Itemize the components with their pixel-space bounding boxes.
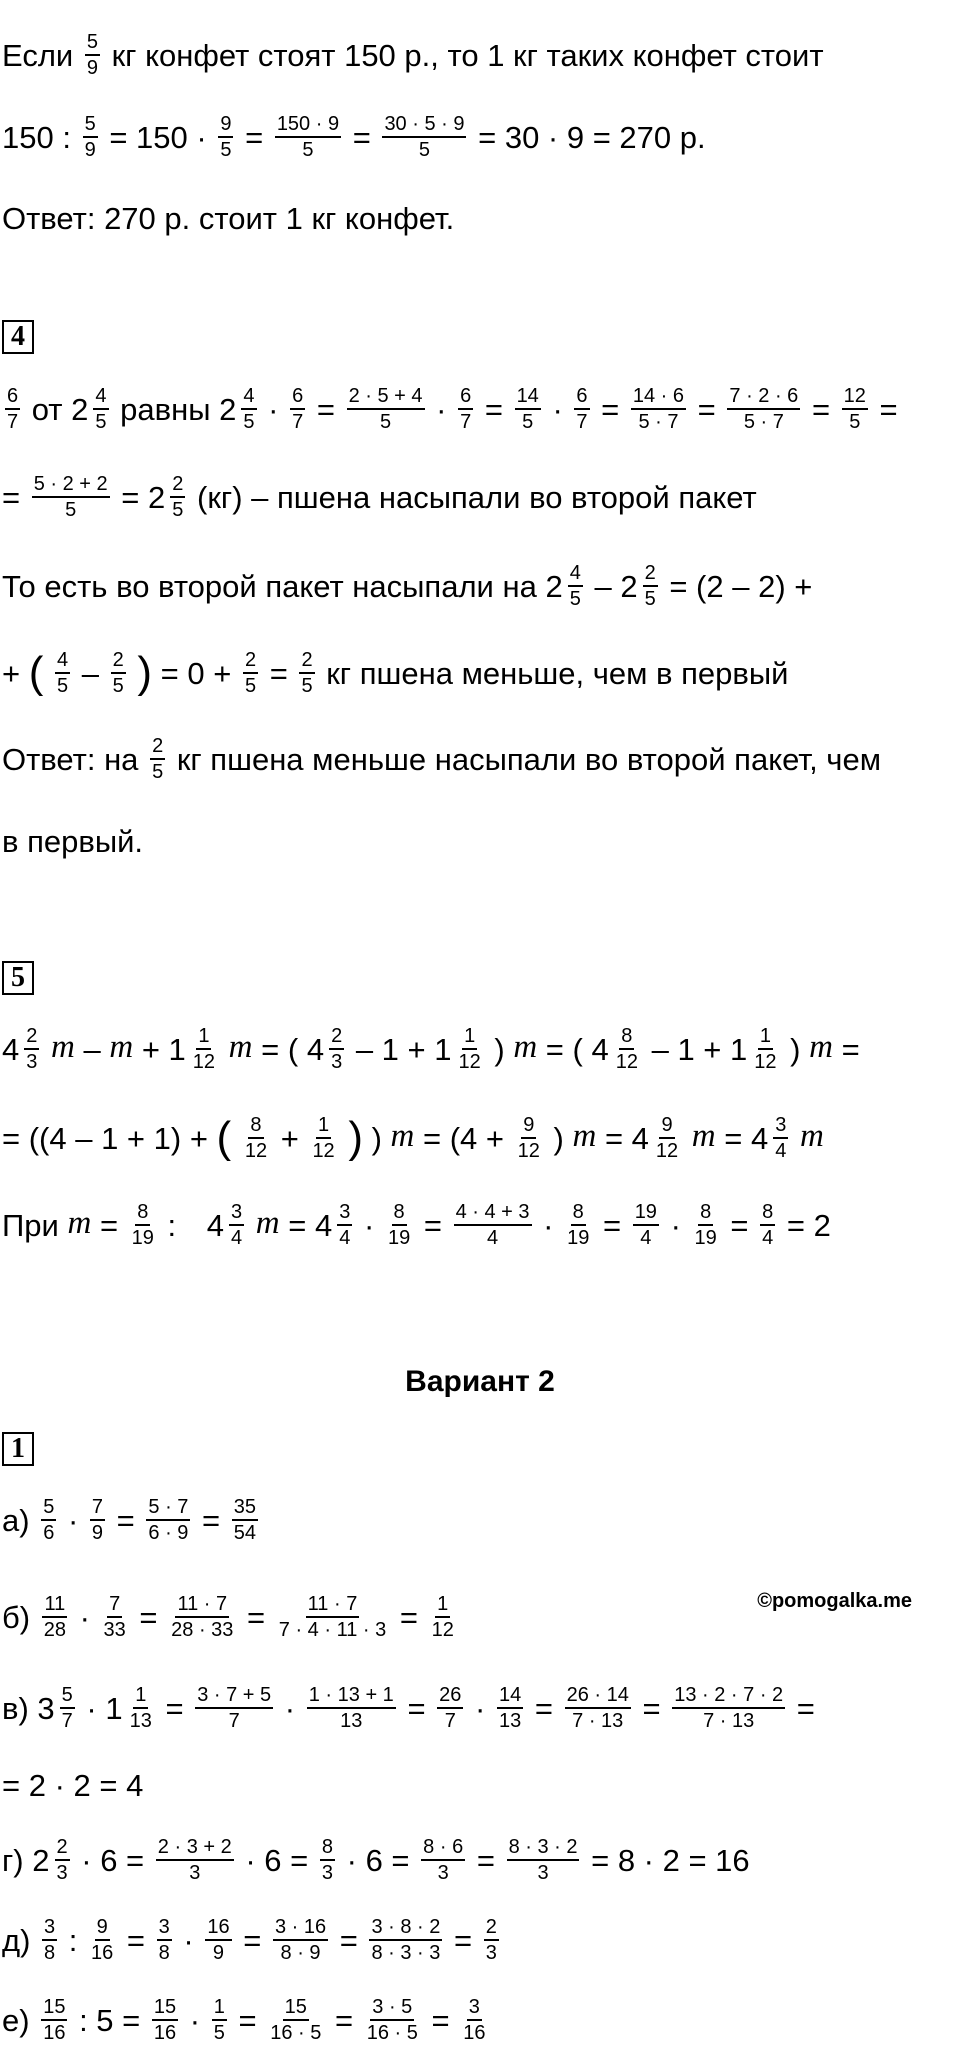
text: = [476,1842,495,1878]
fraction: $\frac{7}{9}$ [91,1496,104,1544]
mixed-number: 2 $\frac{2}{5}$ [620,562,656,610]
mixed-number: 1 $\frac{1}{13}$ [105,1684,152,1732]
right-paren: ) [137,648,153,697]
mixed-number: 4 $\frac{9}{12}$ [631,1114,679,1162]
mixed-number: 1 $\frac{1}{12}$ [434,1025,481,1073]
v2-item-b [2,1592,459,1642]
p4-line-4 [2,648,788,698]
item-label: б) [2,1599,31,1635]
text: Если [2,37,74,73]
mixed-number: 4 $\frac{2}{3}$ [306,1025,343,1073]
problem-1-number: 1 [2,1432,34,1466]
fraction: $\frac{2}{5}$ [112,649,124,697]
item-label: а) [2,1502,30,1538]
p4-line-3 [2,561,812,611]
text: = [534,1690,553,1726]
mixed-number: 2 $\frac{4}{5}$ [545,562,581,610]
item-label: г) [2,1842,24,1878]
fraction: $\frac{6}{7}$ [7,385,19,433]
fraction: $\frac{2}{5}$ [244,649,257,697]
fraction: $\frac{11}{28}$ [43,1593,66,1641]
fraction: $\frac{13 \cdot 2 \cdot 7 \cdot 2}{7 \cdot 13}$ [674,1684,784,1732]
fraction: $\frac{9}{16}$ [91,1916,114,1964]
v2-item-d [2,1835,750,1885]
fraction: $\frac{3}{8}$ [158,1916,170,1964]
text: равны [120,391,211,427]
p5-line-1 [2,1024,860,1074]
v2-item-a [2,1495,261,1545]
text: (кг) – пшена насыпали во второй пакет [197,479,757,515]
v2-item-c [2,1683,815,1733]
right-paren: ) [348,1113,363,1162]
text: = [399,1599,418,1635]
text: – 1 + [355,1031,426,1067]
text: кг пшена меньше насыпали во второй пакет, чем [176,741,882,777]
fraction: $\frac{4}{5}$ [57,649,69,697]
text: 150 : [2,119,71,155]
text: = [423,1207,442,1243]
text: = 0 + [160,655,232,691]
text: = ( [261,1031,299,1067]
text: = [724,1120,743,1156]
watermark: ©pomogalka.me [757,1590,912,1612]
variable-m: m [513,1029,538,1066]
variable-m: m [809,1029,833,1066]
text: : [68,1922,78,1958]
fraction: $\frac{7 \cdot 2 \cdot 6}{5 \cdot 7}$ [729,385,799,433]
variable-m: m [67,1205,92,1242]
fraction: $\frac{15}{16 \cdot 5}$ [270,1996,322,2044]
fraction: $\frac{4 \cdot 4 + 3}{4}$ [455,1201,530,1249]
fraction: $\frac{6}{7}$ [292,385,304,433]
p3-answer: Ответ: 270 р. стоит 1 кг конфет. [2,201,455,236]
text: кг пшена меньше, чем в первый [326,655,789,691]
text: – [594,568,612,604]
fraction: $\frac{14 \cdot 6}{5 \cdot 7}$ [632,385,685,433]
text: = [243,1922,262,1958]
text: ) [790,1031,801,1067]
p3-line-2 [2,112,706,162]
text: · [189,2002,201,2038]
text: = [601,391,620,427]
p4-answer-line-1 [2,734,881,784]
p5-line-2 [2,1113,824,1163]
fraction: $\frac{6}{7}$ [460,385,472,433]
v2-item-f [2,1995,490,2045]
problem-4-number: 4 [2,320,34,354]
text: = [454,1922,473,1958]
text: · [268,391,279,427]
text: = [484,391,503,427]
text: = [352,119,371,155]
mixed-number: 4 $\frac{2}{3}$ [2,1025,38,1073]
text: = [2,479,21,515]
fraction: $\frac{14}{13}$ [499,1684,522,1732]
text: = [407,1690,426,1726]
text: = [334,2002,354,2038]
fraction: $\frac{15}{16}$ [153,1996,177,2044]
problem-5-number: 5 [2,961,34,995]
fraction: $\frac{8 \cdot 3 \cdot 2}{3}$ [508,1836,578,1884]
fraction: $\frac{6}{7}$ [576,385,588,433]
text: + [2,655,21,691]
text: – [81,655,100,691]
text: = (2 – 2) + [669,568,813,604]
mixed-number: 4 $\frac{3}{4}$ [315,1201,351,1249]
fraction: $\frac{2 \cdot 3 + 2}{3}$ [157,1836,232,1884]
text: · [183,1922,194,1958]
fraction: $\frac{1}{5}$ [213,1996,225,2044]
left-paren: ( [28,648,44,697]
fraction: $\frac{8}{3}$ [321,1836,334,1884]
fraction: $\frac{2}{5}$ [152,735,164,783]
text: При [2,1207,59,1243]
variable-m: m [390,1118,415,1155]
mixed-number: 2 $\frac{2}{5}$ [148,473,184,521]
text: = 8 · 2 = 16 [591,1842,750,1878]
fraction: $\frac{8}{19}$ [694,1201,717,1249]
text: То есть во второй пакет насыпали на [2,568,537,604]
fraction: $\frac{11 \cdot 7}{7 \cdot 4 \cdot 11 \cdot 3}$ [278,1593,387,1641]
variable-m: m [255,1205,280,1242]
text: = (4 + [423,1120,505,1156]
text: = 2 [786,1207,831,1243]
text: + [280,1120,299,1156]
text: + [141,1031,160,1067]
fraction: $\frac{15}{16}$ [43,1996,66,2044]
text: – 1 + [651,1031,722,1067]
fraction: $\frac{1}{12}$ [312,1114,335,1162]
fraction: $\frac{19}{4}$ [634,1201,657,1249]
text: = [121,479,140,515]
mixed-number: 3 $\frac{5}{7}$ [37,1684,73,1732]
variable-m: m [691,1118,716,1155]
mixed-number: 4 $\frac{3}{4}$ [751,1114,787,1162]
p4-line-2 [2,472,757,522]
mixed-number: 2 $\frac{4}{5}$ [219,385,255,433]
fraction: $\frac{9}{12}$ [517,1114,540,1162]
text: · [543,1207,554,1243]
p3-line-1 [2,30,824,80]
fraction: $\frac{3 \cdot 7 + 5}{7}$ [197,1684,272,1732]
text: · [79,1599,90,1635]
text: ) [553,1120,564,1156]
text: · [436,391,447,427]
text: = [116,1502,135,1538]
text: ) [494,1031,505,1067]
text: · [364,1207,375,1243]
fraction: $\frac{14}{5}$ [516,385,539,433]
mixed-number: 1 $\frac{1}{12}$ [168,1025,216,1073]
text: = [165,1690,184,1726]
fraction: $\frac{8}{12}$ [244,1114,268,1162]
text: = [126,1922,146,1958]
fraction: $\frac{3}{16}$ [463,1996,486,2044]
variable-m: m [51,1029,75,1066]
text: : [167,1207,177,1243]
fraction: $\frac{150 \cdot 9}{5}$ [276,113,340,161]
text: · [475,1690,486,1726]
fraction: $\frac{2}{3}$ [485,1916,497,1964]
left-paren: ( [216,1113,232,1162]
v2-item-e [2,1915,502,1965]
text: = [879,391,898,427]
text: – [83,1031,101,1067]
text: = [245,119,264,155]
text: : 5 = [79,2002,141,2038]
item-label: е) [2,2002,30,2038]
item-label: д) [2,1922,31,1958]
fraction: $\frac{35}{54}$ [233,1496,257,1544]
text: = [431,2002,450,2038]
mixed-number: 4 $\frac{3}{4}$ [206,1201,243,1249]
p4-answer-line-2: в первый. [2,824,144,859]
text: = [604,1120,624,1156]
text: = [202,1502,221,1538]
variable-m: m [572,1118,597,1155]
text: · [552,391,563,427]
text: = [269,655,288,691]
fraction: $\frac{3 \cdot 5}{16 \cdot 5}$ [366,1996,418,2044]
fraction: $\frac{3 \cdot 8 \cdot 2}{8 \cdot 3 \cdot 3}$ [371,1916,441,1964]
text: · [86,1690,97,1726]
mixed-number: 2 $\frac{2}{3}$ [32,1836,68,1884]
text: от [31,391,63,427]
fraction: $\frac{8}{4}$ [762,1201,774,1249]
variable-m: m [228,1029,253,1066]
mixed-number: 1 $\frac{1}{12}$ [730,1025,777,1073]
text: · 6 = [346,1842,410,1878]
item-label: в) [2,1690,29,1726]
text: = [796,1690,815,1726]
fraction: $\frac{12}{5}$ [843,385,866,433]
text: кг конфет стоят 150 р., то 1 кг таких конфет стоит [111,37,824,73]
fraction: $\frac{1}{12}$ [431,1593,454,1641]
fraction: $\frac{5}{9}$ [84,113,96,161]
fraction: $\frac{2 \cdot 5 + 4}{5}$ [348,385,423,433]
fraction: $\frac{9}{5}$ [220,113,232,161]
variable-m: m [109,1029,134,1066]
text: = [99,1207,119,1243]
fraction: $\frac{5 \cdot 2 + 2}{5}$ [33,473,108,521]
text: = [139,1599,158,1635]
mixed-number: 2 $\frac{4}{5}$ [71,385,107,433]
mixed-number: 4 $\frac{8}{12}$ [591,1025,638,1073]
variant-heading: Вариант 2 [405,1365,555,1398]
text: · [284,1690,296,1726]
text: = [288,1207,307,1243]
fraction: $\frac{5 \cdot 7}{6 \cdot 9}$ [148,1496,189,1544]
text: = [316,391,335,427]
v2-item-c-cont: = 2 · 2 = 4 [2,1768,144,1803]
text: = [841,1031,860,1067]
text: · [670,1207,681,1243]
text: ) [371,1120,382,1156]
fraction: $\frac{11 \cdot 7}{28 \cdot 33}$ [171,1593,234,1641]
fraction: $\frac{8 \cdot 6}{3}$ [423,1836,464,1884]
fraction: $\frac{1 \cdot 13 + 1}{13}$ [308,1684,394,1732]
text: = ((4 – 1 + 1) + [2,1120,208,1156]
text: = [730,1207,749,1243]
text: = 30 · 9 = 270 р. [478,119,706,155]
variable-m: m [800,1118,824,1155]
fraction: $\frac{3}{8}$ [44,1916,56,1964]
fraction: $\frac{8}{19}$ [131,1201,154,1249]
text: · [67,1502,79,1538]
fraction: $\frac{26}{7}$ [439,1684,462,1732]
text: = [697,391,716,427]
fraction: $\frac{26 \cdot 14}{7 \cdot 13}$ [566,1684,629,1732]
fraction: $\frac{5}{9}$ [86,31,98,79]
text: · 6 = [245,1842,309,1878]
fraction: $\frac{3 \cdot 16}{8 \cdot 9}$ [274,1916,327,1964]
text: = [811,391,831,427]
fraction: $\frac{7}{33}$ [103,1593,126,1641]
p4-line-1 [2,384,898,434]
text: = 150 · [109,119,207,155]
text: = [238,2002,257,2038]
text: · 6 = [81,1842,145,1878]
text: = [642,1690,661,1726]
fraction: $\frac{8}{19}$ [387,1201,411,1249]
text: = [247,1599,266,1635]
p5-line-3 [2,1200,831,1250]
text: = ( [545,1031,583,1067]
text: = [339,1922,358,1958]
fraction: $\frac{2}{5}$ [301,649,313,697]
fraction: $\frac{30 \cdot 5 \cdot 9}{5}$ [384,113,465,161]
fraction: $\frac{5}{6}$ [43,1496,55,1544]
text: = [602,1207,622,1243]
text: Ответ: на [2,741,139,777]
fraction: $\frac{8}{19}$ [567,1201,590,1249]
fraction: $\frac{16}{9}$ [207,1916,230,1964]
